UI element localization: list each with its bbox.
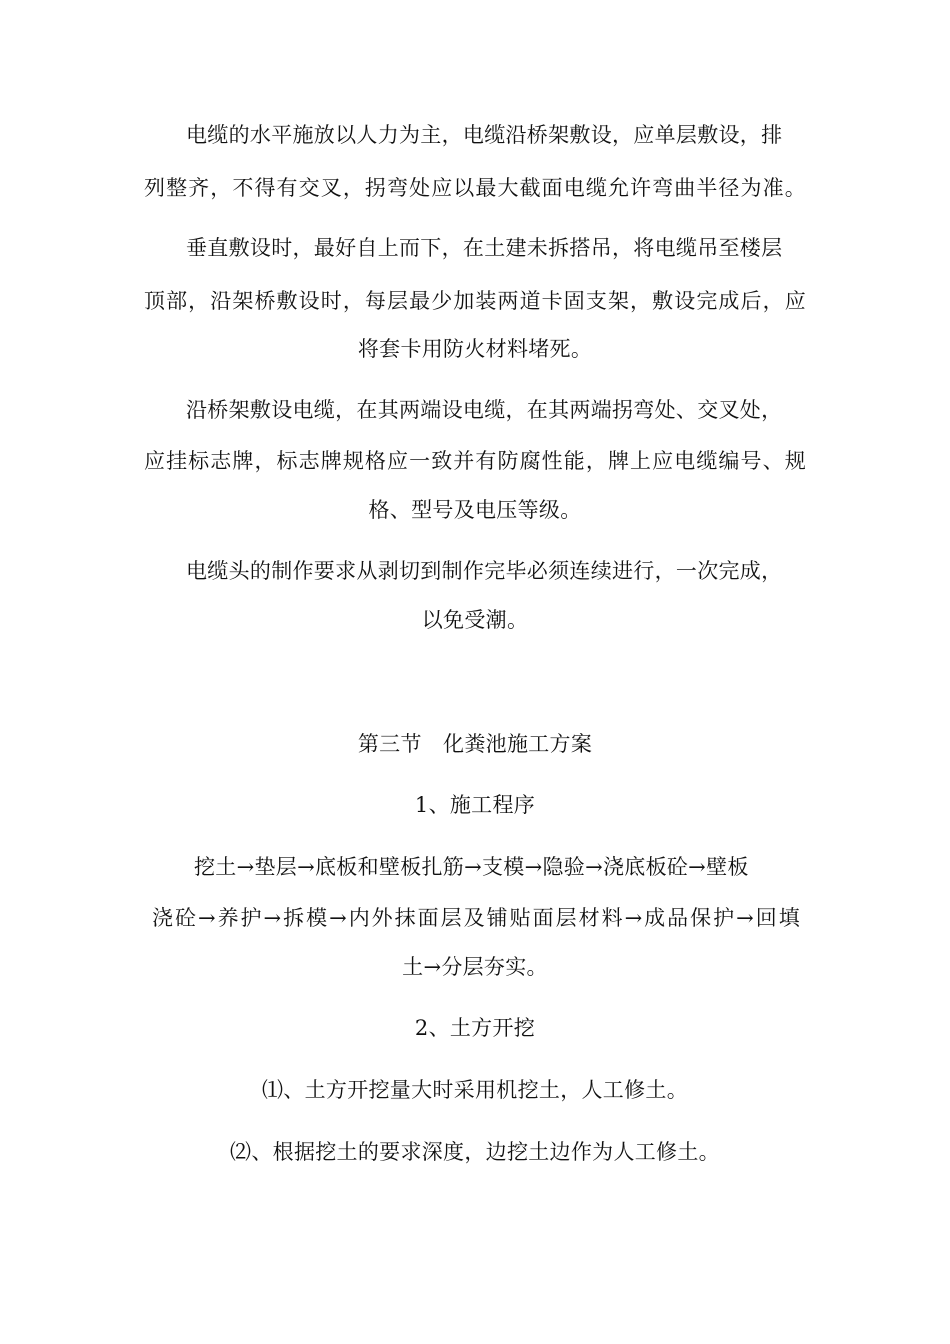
paragraph-1-line-2: 列整齐，不得有交叉，拐弯处应以最大截面电缆允许弯曲半径为准。 bbox=[144, 176, 806, 200]
paragraph-2-line-2: 顶部，沿架桥敷设时，每层最少加装两道卡固支架，敷设完成后，应 bbox=[144, 289, 806, 313]
paragraph-2-line-1: 垂直敷设时，最好自上而下，在土建未拆搭吊，将电缆吊至楼层 bbox=[186, 236, 783, 260]
paragraph-3-line-2: 应挂标志牌，标志牌规格应一致并有防腐性能，牌上应电缆编号、规 bbox=[144, 449, 806, 473]
earthwork-item-1: ⑴、土方开挖量大时采用机挖土，人工修土。 bbox=[262, 1078, 688, 1102]
heading-earthwork: 2、土方开挖 bbox=[414, 1016, 536, 1040]
paragraph-1-line-1: 电缆的水平施放以人力为主，电缆沿桥架敷设，应单层敷设，排 bbox=[186, 123, 783, 147]
paragraph-4-line-2: 以免受潮。 bbox=[421, 608, 529, 632]
paragraph-3-line-1: 沿桥架敷设电缆，在其两端设电缆，在其两端拐弯处、交叉处， bbox=[186, 398, 783, 422]
procedure-line-3: 土→分层夯实。 bbox=[402, 955, 548, 979]
earthwork-item-2: ⑵、根据挖土的要求深度，边挖土边作为人工修土。 bbox=[230, 1140, 720, 1164]
paragraph-2-line-3: 将套卡用防火材料堵死。 bbox=[357, 337, 593, 361]
section-title: 第三节 化粪池施工方案 bbox=[357, 732, 593, 756]
heading-construction-procedure: 1、施工程序 bbox=[414, 793, 536, 817]
paragraph-3-line-3: 格、型号及电压等级。 bbox=[368, 498, 582, 522]
procedure-line-1: 挖土→垫层→底板和壁板扎筋→支模→隐验→浇底板砼→壁板 bbox=[194, 855, 749, 879]
procedure-line-2: 浇砼→养护→拆模→内外抹面层及铺贴面层材料→成品保护→回填 bbox=[152, 906, 800, 930]
paragraph-4-line-1: 电缆头的制作要求从剥切到制作完毕必须连续进行，一次完成， bbox=[186, 559, 783, 583]
